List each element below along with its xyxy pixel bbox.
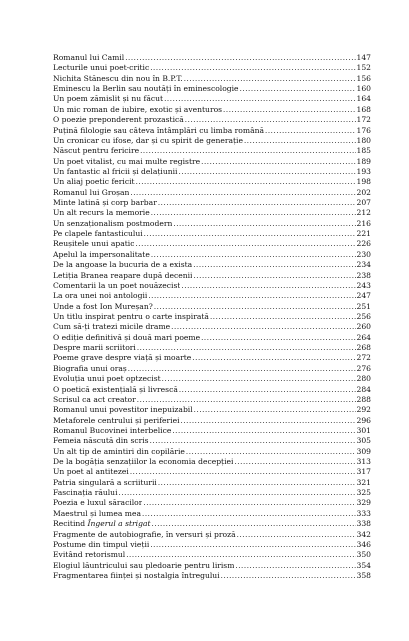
toc-entry-page-number: 216 [356, 218, 371, 228]
toc-entry-title: Femeia născută din scris [53, 436, 149, 446]
dot-leader [240, 84, 356, 94]
dot-leader [125, 53, 355, 63]
toc-entry [53, 126, 371, 136]
toc-entry-title: Un mic roman de iubire, exotic și aventuros [53, 104, 223, 114]
toc-entry [53, 281, 371, 291]
toc-entry-page-number: 346 [356, 539, 371, 549]
dot-leader [154, 302, 356, 312]
toc-entry [53, 478, 371, 488]
toc-entry-page-number: 198 [356, 177, 371, 187]
dot-leader [130, 188, 355, 198]
toc-entry [53, 540, 371, 550]
dot-leader [234, 457, 355, 467]
toc-entry [53, 291, 371, 301]
toc-entry [53, 188, 371, 198]
toc-entry [53, 488, 371, 498]
toc-entry [53, 447, 371, 457]
toc-entry [53, 229, 371, 239]
toc-entry-page-number: 342 [356, 529, 371, 539]
toc-entry-title: Romanul unui povestitor inepuizabil [53, 405, 193, 415]
toc-entry-page-number: 185 [356, 146, 371, 156]
dot-leader [142, 509, 355, 519]
dot-leader [172, 426, 355, 436]
toc-entry-title: Nichita Stănescu din nou în B.P.T. [53, 73, 183, 83]
toc-entry-page-number: 292 [356, 405, 371, 415]
dot-leader [151, 208, 356, 218]
toc-entry-title: Poeme grave despre viață și moarte [53, 353, 192, 363]
toc-entry-title: Pe clapele fantasticului [53, 229, 143, 239]
toc-entry-page-number: 325 [356, 488, 371, 498]
toc-entry [53, 63, 371, 73]
dot-leader [184, 74, 356, 84]
toc-entry-page-number: 172 [356, 115, 371, 125]
toc-entry [53, 530, 371, 540]
toc-entry-title: Cum să-ți tratezi micile drame [53, 322, 171, 332]
toc-entry-title: Un poem zămislit și nu făcut [53, 94, 164, 104]
dot-leader [144, 229, 356, 239]
toc-entry-page-number: 189 [356, 156, 371, 166]
toc-entry-title-italic: Îngerul a strigat [87, 519, 151, 529]
dot-leader [135, 239, 355, 249]
toc-entry-title: Un poet vitalist, cu mai multe registre [53, 156, 201, 166]
toc-entry [53, 198, 371, 208]
toc-entry-title: Un senzaționalism postmodern [53, 218, 173, 228]
toc-entry-page-number: 243 [356, 280, 371, 290]
toc-entry-page-number: 284 [356, 384, 371, 394]
dot-leader [244, 136, 356, 146]
dot-leader [152, 519, 356, 529]
toc-entry-title: Postume din timpul vieții [53, 539, 150, 549]
dot-leader [126, 550, 355, 560]
toc-entry [53, 353, 371, 363]
toc-entry-title: Un alt recurs la memorie [53, 208, 150, 218]
dot-leader [128, 364, 356, 374]
dot-leader [137, 343, 356, 353]
toc-entry [53, 53, 371, 63]
toc-entry-title: Comentarii la un poet nouăzecist [53, 280, 181, 290]
toc-entry-page-number: 264 [356, 332, 371, 342]
toc-entry-title [53, 519, 151, 529]
toc-entry-page-number: 193 [356, 166, 371, 176]
toc-entry-page-number: 260 [356, 322, 371, 332]
toc-entry [53, 208, 371, 218]
toc-entry [53, 343, 371, 353]
toc-entry-title: Puțină filologie sau câteva întâmplări cu limba română [53, 125, 265, 135]
toc-entry-page-number: 176 [356, 125, 371, 135]
dot-leader [210, 312, 356, 322]
toc-entry-page-number: 329 [356, 498, 371, 508]
toc-entry [53, 333, 371, 343]
toc-entry-title: Un alt tip de amintiri din copilărie [53, 446, 185, 456]
toc-entry-page-number: 354 [356, 560, 371, 570]
toc-entry-page-number: 180 [356, 135, 371, 145]
toc-entry-page-number: 280 [356, 374, 371, 384]
toc-entry-page-number: 317 [356, 467, 371, 477]
toc-entry [53, 571, 371, 581]
toc-entry [53, 509, 371, 519]
dot-leader [148, 291, 355, 301]
dot-leader [140, 146, 355, 156]
toc-entry-title: Fascinația răului [53, 488, 118, 498]
toc-entry-title: Lecturile unui poet-critic [53, 63, 150, 73]
toc-entry [53, 177, 371, 187]
dot-leader [181, 281, 355, 291]
toc-entry-page-number: 350 [356, 550, 371, 560]
toc-entry-title: Un fantastic al fricii și delațiunii [53, 166, 178, 176]
toc-entry-page-number: 238 [356, 270, 371, 280]
dot-leader [201, 333, 355, 343]
toc-entry-title: Un titlu inspirat pentru o carte inspirată [53, 311, 209, 321]
toc-entry [53, 436, 371, 446]
dot-leader [192, 353, 355, 363]
toc-entry-page-number: 152 [356, 63, 371, 73]
toc-entry [53, 167, 371, 177]
toc-entry-page-number: 268 [356, 343, 371, 353]
toc-entry [53, 239, 371, 249]
toc-entry-title: Născut pentru fericire [53, 146, 140, 156]
dot-leader [171, 322, 355, 332]
toc-entry [53, 322, 371, 332]
toc-entry [53, 157, 371, 167]
toc-entry-title: Romanul lui Camil [53, 53, 125, 62]
dot-leader [151, 250, 356, 260]
toc-entry [53, 426, 371, 436]
toc-entry-page-number: 272 [356, 353, 371, 363]
toc-entry-title: Despre marii scriitori [53, 343, 136, 353]
toc-entry-title: Reușitele unui apatic [53, 239, 135, 249]
toc-entry [53, 405, 371, 415]
toc-entry-title: La ora unei noi antologii [53, 291, 148, 301]
toc-entry-page-number: 358 [356, 570, 371, 580]
toc-entry-page-number: 160 [356, 84, 371, 94]
toc-entry [53, 385, 371, 395]
toc-entry-page-number: 296 [356, 415, 371, 425]
toc-entry-page-number: 333 [356, 508, 371, 518]
toc-entry [53, 416, 371, 426]
toc-entry-title: Elogiul lăuntricului sau pledoarie pentru lirism [53, 560, 235, 570]
toc-entry-title: Evitând retorismul [53, 550, 126, 560]
toc-entry-page-number: 156 [356, 73, 371, 83]
dot-leader [181, 416, 356, 426]
dot-leader [136, 177, 356, 187]
toc-entry-page-number: 301 [356, 425, 371, 435]
toc-entry-page-number: 276 [356, 363, 371, 373]
toc-entry [53, 467, 371, 477]
toc-entry-page-number: 321 [356, 477, 371, 487]
toc-entry [53, 374, 371, 384]
toc-entry-page-number: 247 [356, 291, 371, 301]
toc-entry-page-number: 338 [356, 519, 371, 529]
dot-leader [193, 271, 355, 281]
dot-leader [194, 405, 356, 415]
toc-entry-title: Romanul Bucovinei interbelice [53, 425, 172, 435]
dot-leader [235, 561, 355, 571]
toc-entry-title: Un cronicar cu ifose, dar și cu spirit de generație [53, 135, 243, 145]
table-of-contents [53, 53, 371, 581]
dot-leader [143, 498, 355, 508]
toc-entry [53, 74, 371, 84]
toc-entry [53, 302, 371, 312]
toc-entry-page-number: 230 [356, 249, 371, 259]
toc-entry-page-number: 305 [356, 436, 371, 446]
dot-leader [150, 540, 355, 550]
toc-entry-page-number: 147 [356, 53, 371, 62]
toc-entry-title: De la angoase la bucuria de a exista [53, 260, 193, 270]
toc-entry-page-number: 288 [356, 394, 371, 404]
toc-entry-title: De la bogăția senzațiilor la economia decepției [53, 457, 234, 467]
toc-entry [53, 395, 371, 405]
toc-entry [53, 519, 371, 529]
dot-leader [201, 157, 355, 167]
toc-entry [53, 219, 371, 229]
toc-entry [53, 250, 371, 260]
toc-entry [53, 550, 371, 560]
toc-entry-title: Scrisul ca act creator [53, 394, 136, 404]
dot-leader [179, 167, 356, 177]
toc-entry-title: Metaforele centrului și periferiei [53, 415, 180, 425]
toc-entry-title: O poezie preponderent prozastică [53, 115, 184, 125]
toc-entry-title: Fragmentarea ființei și nostalgia întregului [53, 570, 220, 580]
toc-entry-title: Unde a fost Ion Mureșan? [53, 301, 153, 311]
dot-leader [173, 219, 355, 229]
dot-leader [237, 530, 356, 540]
toc-entry-page-number: 309 [356, 446, 371, 456]
dot-leader [179, 385, 356, 395]
dot-leader [137, 395, 356, 405]
toc-entry-title: Un aliaj poetic fericit [53, 177, 135, 187]
toc-entry [53, 146, 371, 156]
toc-entry [53, 498, 371, 508]
toc-entry-title: Apelul la impersonalitate [53, 249, 150, 259]
toc-entry [53, 84, 371, 94]
toc-entry-page-number: 256 [356, 311, 371, 321]
toc-entry-page-number: 251 [356, 301, 371, 311]
toc-entry-page-number: 202 [356, 187, 371, 197]
toc-entry-title: Evoluția unui poet optzecist [53, 374, 161, 384]
dot-leader [150, 63, 355, 73]
toc-entry [53, 457, 371, 467]
toc-entry-page-number: 313 [356, 457, 371, 467]
toc-entry-title: Biografia unui oraș [53, 363, 127, 373]
toc-entry [53, 271, 371, 281]
toc-entry-page-number: 168 [356, 104, 371, 114]
toc-entry-page-number: 221 [356, 229, 371, 239]
toc-entry-title: Romanul lui Groșan [53, 187, 130, 197]
toc-entry-page-number: 164 [356, 94, 371, 104]
dot-leader [164, 94, 355, 104]
dot-leader [265, 126, 355, 136]
toc-entry [53, 94, 371, 104]
toc-entry-title: Eminescu la Berlin sau noutăți în eminescologie [53, 84, 239, 94]
dot-leader [158, 478, 356, 488]
toc-entry-page-number: 207 [356, 198, 371, 208]
toc-entry [53, 136, 371, 146]
toc-entry-page-number: 226 [356, 239, 371, 249]
dot-leader [185, 115, 356, 125]
dot-leader [150, 436, 356, 446]
toc-entry [53, 260, 371, 270]
toc-entry-page-number: 212 [356, 208, 371, 218]
dot-leader [119, 488, 356, 498]
toc-entry-page-number: 234 [356, 260, 371, 270]
toc-entry-title: Letiția Branea reapare după decenii [53, 270, 193, 280]
dot-leader [158, 198, 356, 208]
dot-leader [162, 374, 356, 384]
toc-entry-title: Patria singulară a scriiturii [53, 477, 157, 487]
dot-leader [221, 571, 356, 581]
toc-entry-title: Fragmente de autobiografie, în versuri și proză [53, 529, 236, 539]
dot-leader [193, 260, 355, 270]
toc-entry [53, 364, 371, 374]
toc-entry [53, 115, 371, 125]
toc-entry-title: O ediție definitivă și două mari poeme [53, 332, 201, 342]
dot-leader [130, 467, 356, 477]
toc-entry [53, 105, 371, 115]
toc-entry [53, 561, 371, 571]
toc-entry [53, 312, 371, 322]
toc-entry-title: Poezia e luxul săracilor [53, 498, 143, 508]
toc-entry-title: O poetică existențială și livrescă [53, 384, 178, 394]
dot-leader [223, 105, 355, 115]
toc-entry-title-plain: Recitind [53, 519, 88, 529]
toc-entry-title: Minte latină și corp barbar [53, 198, 157, 208]
dot-leader [186, 447, 356, 457]
toc-entry-title: Maestrul și lumea mea [53, 508, 142, 518]
toc-entry-title: Un poet al antitezei [53, 467, 129, 477]
